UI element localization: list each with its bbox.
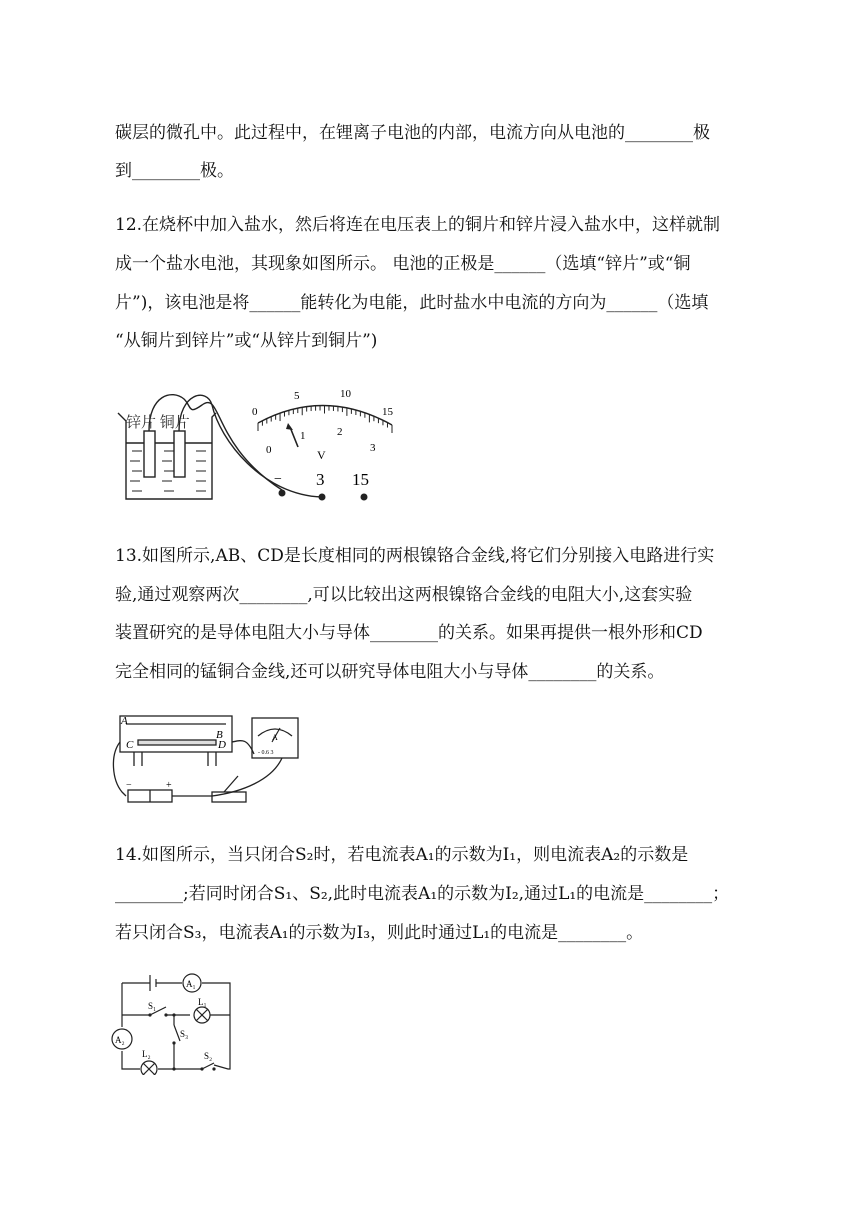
scale-top-0: 0 [252,406,258,418]
beaker-label: 锌片 铜片 [126,415,190,431]
terminal-15-dot [361,494,368,501]
q11-line-1: 碳层的微孔中。此过程中，在锂离子电池的内部，电流方向从电池的________极 [115,123,710,143]
q13-line-2: 验,通过观察两次________,可以比较出这两根镍铬合金线的电阻大小,这套实验 [115,585,693,605]
q13-line-1: 13.如图所示,AB、CD是长度相同的两根镍铬合金线,将它们分别接入电路进行实 [115,546,715,566]
battery-positive: + [166,780,172,791]
saltwater-battery-figure [112,385,402,510]
voltmeter-unit: V [317,448,326,462]
q12-line-2: 成一个盐水电池，其现象如图所示。 电池的正极是______（选填“锌片”或“铜 [115,254,691,274]
scale-bottom-1: 1 [300,430,306,442]
zinc-plate [144,431,155,477]
q13-line-4: 完全相同的锰铜合金线,还可以研究导体电阻大小与导体________的关系。 [115,662,665,682]
switch-S1-label: S₁ [148,1001,157,1011]
circuit-diagram-figure [110,965,240,1075]
terminal-negative: − [274,472,282,487]
lamp-L2-label: L₂ [142,1049,151,1059]
copper-wire [179,395,322,497]
q12-line-3: 片”)，该电池是将______能转化为电能，此时盐水中电流的方向为______（选填 [115,293,709,313]
label-D: D [218,739,226,751]
copper-plate [174,431,185,477]
terminal-15: 15 [352,470,369,489]
ammeter-A1-label: A₁ [186,979,196,989]
q11-line-2: 到________极。 [115,161,234,181]
q12-line-4: “从铜片到锌片”或“从锌片到铜片”) [115,331,378,351]
scale-bottom-3: 3 [370,442,376,454]
terminal-negative-dot [279,490,286,497]
switch-S2-label: S₂ [204,1051,213,1061]
q14-line-3: 若只闭合S₃，电流表A₁的示数为I₃，则此时通过L₁的电流是________。 [115,923,644,943]
scale-top-15: 15 [382,406,393,418]
q14-line-2: ________;若同时闭合S₁、S₂,此时电流表A₁的示数为I₂,通过L₁的电流是________； [115,884,730,904]
scale-top-10: 10 [340,388,351,400]
terminal-3-dot [319,494,326,501]
terminal-3: 3 [316,470,325,489]
label-A: A [121,715,128,727]
ammeter-terminals: - 0.6 3 [258,750,274,756]
q12-line-1: 12.在烧杯中加入盐水，然后将连在电压表上的铜片和锌片浸入盐水中，这样就制 [115,215,721,235]
switch-S3-label: S₃ [180,1029,189,1039]
battery-negative: − [126,780,132,791]
label-C: C [126,739,134,751]
lamp-L1-label: L₁ [198,997,207,1007]
ammeter-A2-label: A₂ [115,1035,125,1045]
scale-top-5: 5 [294,390,300,402]
q13-line-3: 装置研究的是导体电阻大小与导体________的关系。如果再提供一根外形和CD [115,623,703,643]
scale-bottom-2: 2 [337,426,343,438]
ammeter-label: A [272,733,278,742]
q14-line-1: 14.如图所示，当只闭合S₂时，若电流表A₁的示数为I₁，则电流表A₂的示数是 [115,845,689,865]
resistance-wire-figure [112,710,312,810]
label-B: B [216,729,223,741]
scale-bottom-0: 0 [266,444,272,456]
voltmeter-needle [290,427,298,447]
